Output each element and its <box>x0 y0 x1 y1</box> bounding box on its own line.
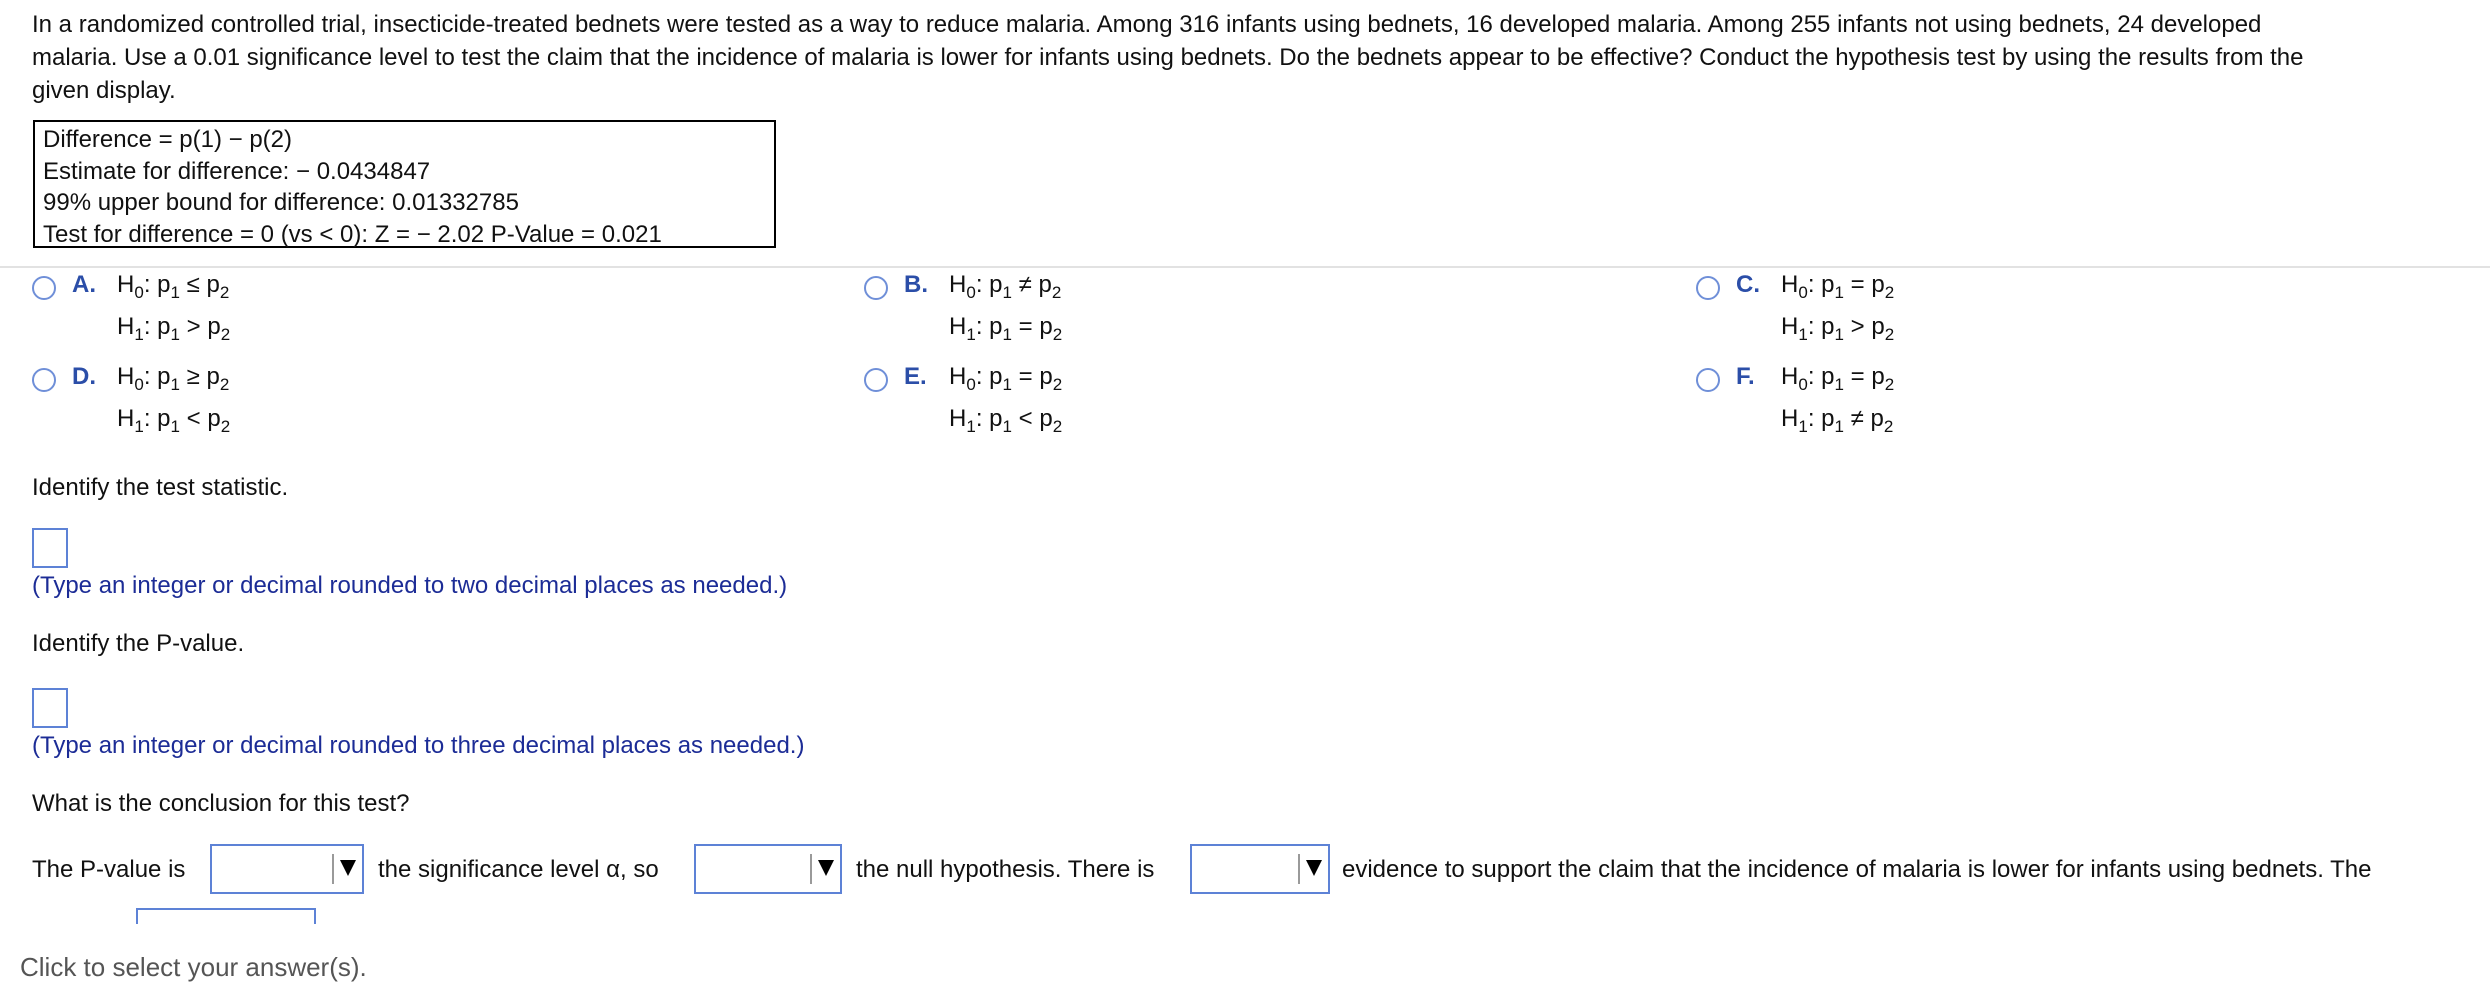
clipped-next-line <box>32 902 472 924</box>
test-statistic-question: Identify the test statistic. <box>32 474 289 501</box>
radio-button[interactable] <box>32 368 56 392</box>
dropdown-arrow-icon <box>810 854 836 884</box>
null-decision-dropdown[interactable] <box>694 844 842 894</box>
problem-line: In a randomized controlled trial, insecticide-treated bednets were tested as a way to reduce malaria. Among 316 infants using bednets, 16 developed malaria. Among 255 infants not using bednets, 24 developed <box>32 11 2262 38</box>
evidence-dropdown[interactable] <box>1190 844 1330 894</box>
null-hypothesis: $H_0$: $p_1 \le p_2$ <box>117 271 230 302</box>
footer-instruction: Click to select your answer(s). <box>20 952 367 982</box>
conclusion-question: What is the conclusion for this test? <box>32 790 410 817</box>
choice-f[interactable] <box>1696 360 2296 450</box>
pvalue-input[interactable] <box>32 688 68 728</box>
results-display <box>33 120 776 248</box>
null-hypothesis: $H_0$: $p_1 \ne p_2$ <box>949 271 1062 302</box>
dropdown-arrow-icon <box>332 854 358 884</box>
choice-letter: B. <box>904 271 928 298</box>
choice-letter: E. <box>904 363 927 390</box>
sentence-text: evidence to support the claim that the incidence of malaria is lower for infants using bednets. The <box>1342 856 2372 883</box>
choice-b[interactable] <box>864 268 1464 358</box>
choice-letter: D. <box>72 363 96 390</box>
test-statistic-hint: (Type an integer or decimal rounded to two decimal places as needed.) <box>32 572 788 599</box>
radio-button[interactable] <box>32 276 56 300</box>
effectiveness-dropdown[interactable] <box>136 908 316 924</box>
display-line: 99% upper bound for difference: 0.01332785 <box>43 189 519 216</box>
choice-letter: F. <box>1736 363 1755 390</box>
choice-letter: A. <box>72 271 96 298</box>
alternative-hypothesis: $H_1$: $p_1 \ne p_2$ <box>1781 405 1894 436</box>
problem-statement <box>32 8 2472 107</box>
display-line: Test for difference = 0 (vs < 0): Z = − 2.02 P-Value = 0.021 <box>43 220 662 248</box>
alternative-hypothesis: $H_1$: $p_1 > p_2$ <box>1781 313 1895 344</box>
radio-button[interactable] <box>1696 276 1720 300</box>
sentence-text: The P-value is <box>32 856 186 883</box>
null-hypothesis: $H_0$: $p_1 = p_2$ <box>1781 271 1895 302</box>
problem-line: given display. <box>32 77 176 104</box>
null-hypothesis: $H_0$: $p_1 \ge p_2$ <box>117 363 230 394</box>
alternative-hypothesis: $H_1$: $p_1 < p_2$ <box>949 405 1063 436</box>
choice-c[interactable] <box>1696 268 2296 358</box>
problem-line: malaria. Use a 0.01 significance level to test the claim that the incidence of malaria is lower for infants using bednets. Do the bednets appear to be effective? Conduct the hypothesis test by using the results from the <box>32 44 2304 71</box>
choice-e[interactable] <box>864 360 1464 450</box>
pvalue-question: Identify the P-value. <box>32 630 245 657</box>
choice-letter: C. <box>1736 271 1760 298</box>
pvalue-comparison-dropdown[interactable] <box>210 844 364 894</box>
alternative-hypothesis: $H_1$: $p_1 = p_2$ <box>949 313 1063 344</box>
choice-a[interactable] <box>32 268 632 358</box>
radio-button[interactable] <box>864 276 888 300</box>
display-line: Estimate for difference: − 0.0434847 <box>43 157 431 185</box>
alternative-hypothesis: $H_1$: $p_1 < p_2$ <box>117 405 231 436</box>
null-hypothesis: $H_0$: $p_1 = p_2$ <box>949 363 1063 394</box>
pvalue-hint: (Type an integer or decimal rounded to three decimal places as needed.) <box>32 732 805 759</box>
display-line: Difference = p(1) − p(2) <box>43 126 293 153</box>
dropdown-arrow-icon <box>1298 854 1324 884</box>
sentence-text: the significance level α, so <box>378 856 659 883</box>
sentence-text: the null hypothesis. There is <box>856 856 1155 883</box>
null-hypothesis: $H_0$: $p_1 = p_2$ <box>1781 363 1895 394</box>
test-statistic-input[interactable] <box>32 528 68 568</box>
alternative-hypothesis: $H_1$: $p_1 > p_2$ <box>117 313 231 344</box>
radio-button[interactable] <box>1696 368 1720 392</box>
choice-d[interactable] <box>32 360 632 450</box>
radio-button[interactable] <box>864 368 888 392</box>
